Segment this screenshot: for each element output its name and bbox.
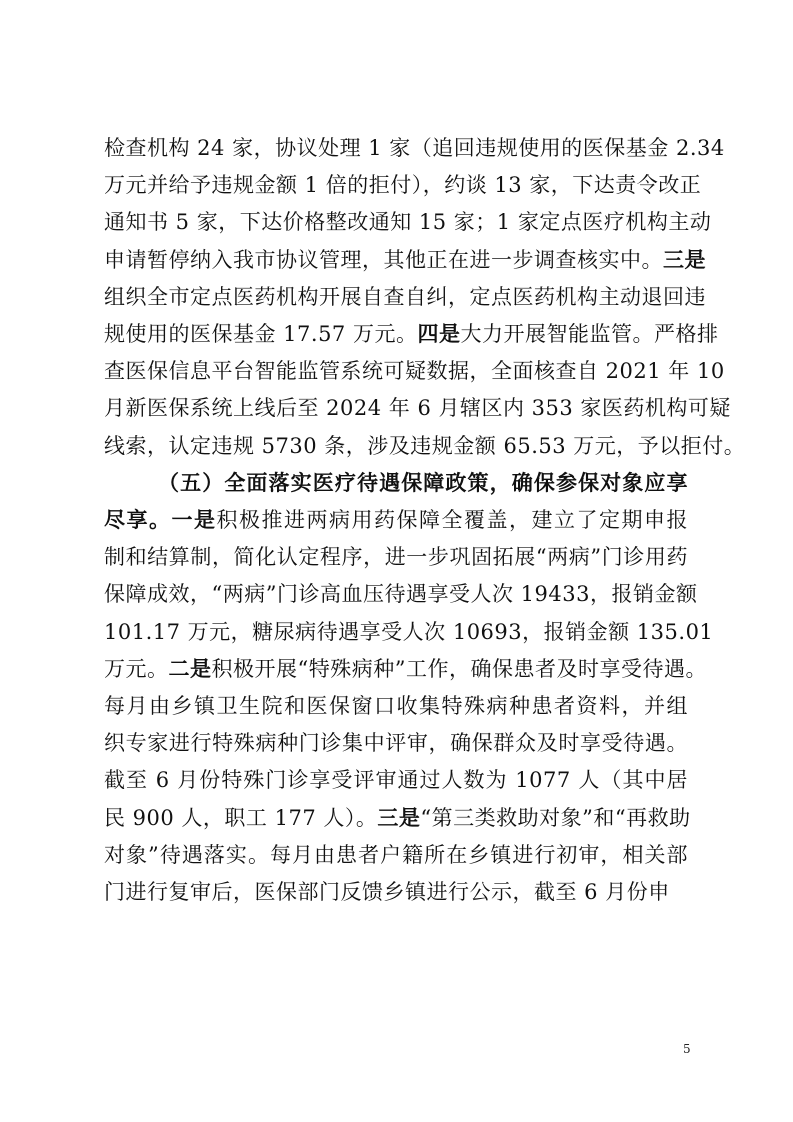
- paragraph-line: [104, 612, 714, 652]
- text-run: “第三类救助对象”和“再救助: [420, 805, 691, 830]
- text-run: 检查机构 24 家，协议处理 1 家（追回违规使用的医保基金 2.34: [104, 136, 725, 160]
- text-run: 申请暂停纳入我市协议管理，其他正在进一步调查核实中。: [104, 247, 663, 272]
- paragraph-line: [104, 872, 688, 912]
- text-run: 万元并给予违规金额 1 倍的拒付），约谈 13 家，下达责令改正: [104, 173, 702, 198]
- text-run: 门进行复审后，医保部门反馈乡镇进行公示，截至 6 月份申: [104, 880, 670, 904]
- page-number: 5: [683, 1042, 691, 1056]
- section-heading-line: [158, 463, 688, 503]
- paragraph-line: [104, 500, 688, 540]
- paragraph-line: [104, 723, 688, 763]
- paragraph-line: [104, 649, 707, 689]
- bold-text: 三是: [663, 246, 706, 272]
- text-run: 查医保信息平台智能监管系统可疑数据，全面核查自 2021 年 10: [104, 359, 725, 384]
- bold-text: （五）全面落实医疗待遇保障政策，确保参保对象应享: [158, 469, 688, 495]
- bold-text: 三是: [377, 804, 421, 830]
- paragraph-line: [104, 314, 719, 354]
- text-run: 对象”待遇落实。每月由患者户籍所在乡镇进行初审，相关部: [104, 842, 688, 867]
- text-run: 大力开展智能监管。严格排: [460, 322, 719, 346]
- text-run: 积极推进两病用药保障全覆盖，建立了定期申报: [216, 508, 688, 532]
- paragraph-line: [104, 537, 688, 577]
- paragraph-line: [104, 128, 725, 168]
- paragraph-line: [104, 277, 706, 317]
- text-run: 每月由乡镇卫生院和医保窗口收集特殊病种患者资料，并组: [104, 694, 688, 718]
- paragraph-line: [104, 165, 702, 205]
- paragraph-line: [104, 686, 688, 726]
- text-run: 保障成效，“两病”门诊高血压待遇享受人次 19433，报销金额: [104, 582, 698, 607]
- bold-text: 一是: [171, 507, 217, 532]
- text-run: 组织全市定点医药机构开展自查自纠，定点医药机构主动退回违: [104, 284, 706, 309]
- paragraph-line: [104, 574, 698, 614]
- text-run: 通知书 5 家，下达价格整改通知 15 家；1 家定点医疗机构主动: [104, 210, 712, 235]
- text-run: 万元。: [104, 656, 169, 681]
- text-run: 民 900 人，职工 177 人）。: [104, 805, 378, 830]
- paragraph-line: [104, 351, 725, 391]
- bold-text: 二是: [168, 655, 212, 681]
- text-run: 规使用的医保基金 17.57 万元。: [104, 322, 418, 346]
- text-run: 制和结算制，简化认定程序，进一步巩固拓展“两病”门诊用药: [104, 545, 688, 570]
- text-run: 101.17 万元，糖尿病待遇享受人次 10693，报销金额 135.01: [104, 619, 714, 644]
- paragraph-line: [104, 798, 691, 838]
- text-run: 月新医保系统上线后至 2024 年 6 月辖区内 353 家医药机构可疑: [104, 396, 731, 421]
- paragraph-line: [104, 202, 712, 242]
- paragraph-line: [104, 835, 688, 875]
- text-run: 线索，认定违规 5730 条，涉及违规金额 65.53 万元，予以拒付。: [104, 433, 746, 458]
- paragraph-line: [104, 388, 731, 428]
- paragraph-line: [104, 760, 688, 800]
- bold-text: 尽享。: [104, 507, 172, 532]
- paragraph-line: [104, 240, 706, 280]
- text-run: 积极开展“特殊病种”工作，确保患者及时享受待遇。: [211, 656, 707, 681]
- text-run: 截至 6 月份特殊门诊享受评审通过人数为 1077 人（其中居: [104, 768, 688, 793]
- text-run: 织专家进行特殊病种门诊集中评审，确保群众及时享受待遇。: [104, 731, 688, 756]
- paragraph-line: [104, 426, 746, 466]
- bold-text: 四是: [417, 321, 461, 346]
